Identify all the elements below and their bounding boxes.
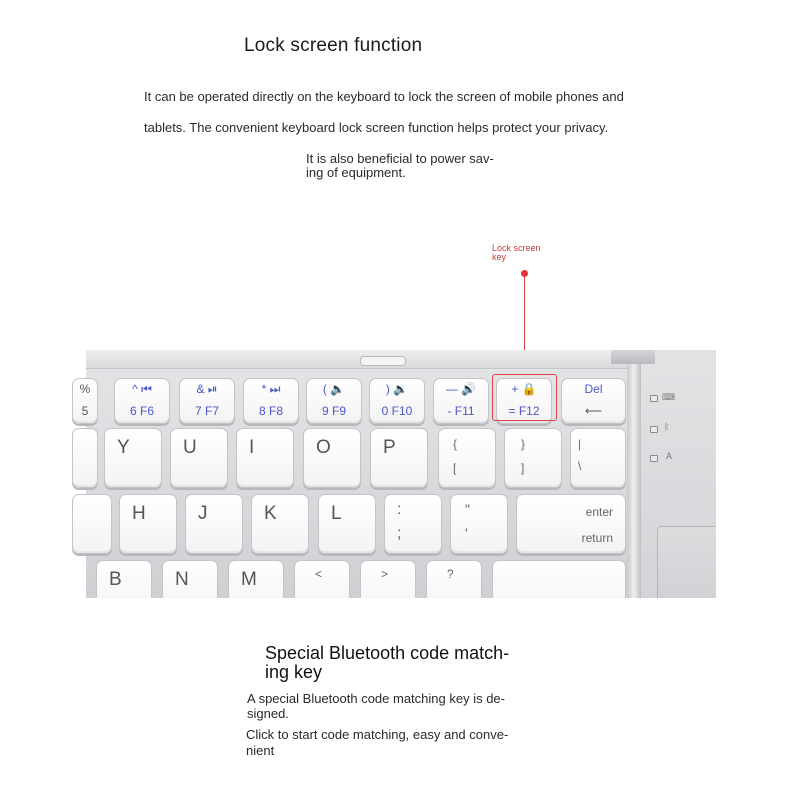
key-lock-bottom: = F12 — [508, 404, 540, 418]
callout-label-line1: Lock screen — [492, 243, 541, 253]
key-quote-bottom: ' — [465, 525, 468, 541]
key-period-top: > — [381, 567, 389, 581]
key-l-label: L — [331, 503, 342, 524]
key-l — [318, 494, 376, 554]
key-brace-left-top: { — [453, 437, 458, 451]
key-enter-top: enter — [585, 505, 613, 519]
section-title-bluetooth-line1: Special Bluetooth code match- — [265, 643, 510, 663]
key-9-bottom: 9 F9 — [321, 404, 346, 418]
key-partial-g — [72, 494, 112, 554]
key-b-label: B — [109, 569, 122, 590]
key-7-top: & ⏯ — [196, 382, 218, 396]
bluetooth-desc1-line1: A special Bluetooth code matching key is de- — [247, 691, 505, 706]
key-enter-bottom: return — [581, 531, 613, 545]
key-semicolon-bottom: ; — [397, 525, 402, 542]
lock-description-line3a: It is also beneficial to power sav- — [306, 151, 494, 166]
bluetooth-desc1-line2: signed. — [247, 706, 289, 721]
led-bluetooth-indicator — [650, 426, 658, 433]
key-h-label: H — [132, 503, 146, 524]
key-u-label: U — [183, 437, 197, 458]
key-7-f7 — [179, 378, 235, 424]
keyboard-hinge-cap — [611, 350, 655, 364]
keyboard-hinge-slot — [360, 356, 406, 366]
key-9-top: ( 🔈 — [322, 382, 346, 396]
key-brace-right — [504, 428, 562, 488]
key-6-bottom: 6 F6 — [129, 404, 154, 418]
lock-description-line1: It can be operated directly on the keyboard to lock the screen of mobile phones and — [144, 89, 624, 104]
key-p — [370, 428, 428, 488]
key-9-f9 — [306, 378, 362, 424]
key-8-f8 — [243, 378, 299, 424]
key-backslash-top: | — [578, 437, 582, 451]
lock-description-line3b: ing of equipment. — [306, 165, 406, 180]
led-capslock-indicator — [650, 455, 658, 462]
bluetooth-icon: ᛒ — [664, 422, 670, 432]
key-8-top: * ⏭ — [261, 382, 281, 396]
lock-description-line2: tablets. The convenient keyboard lock screen function helps protect your privacy. — [144, 120, 609, 135]
callout-label-line2: key — [492, 252, 507, 262]
key-k — [251, 494, 309, 554]
key-enter — [516, 494, 626, 554]
key-delete-arrow: ⟵ — [584, 404, 603, 418]
bluetooth-desc2-line1: Click to start code matching, easy and conve- — [246, 727, 509, 742]
key-5 — [72, 378, 98, 424]
key-minus-top: — 🔊 — [445, 382, 477, 396]
key-5-top: % — [79, 382, 91, 396]
key-o — [303, 428, 361, 488]
key-semicolon-top: : — [397, 501, 402, 518]
lock-key-highlight — [492, 374, 557, 421]
key-6-top: ^ ⏮ — [132, 382, 152, 396]
key-quote — [450, 494, 508, 554]
key-delete — [561, 378, 626, 424]
key-semicolon — [384, 494, 442, 554]
key-brace-left — [438, 428, 496, 488]
key-u — [170, 428, 228, 488]
key-n-label: N — [175, 569, 189, 590]
keyboard-image — [79, 350, 716, 598]
key-quote-top: " — [465, 501, 470, 517]
key-0-top: ) 🔉 — [385, 382, 409, 396]
key-8-bottom: 8 F8 — [258, 404, 283, 418]
section-title-bluetooth-line2: ing key — [265, 662, 323, 682]
key-p-label: P — [383, 437, 396, 458]
key-slash-top: ? — [447, 567, 454, 581]
key-minus-bottom: - F11 — [447, 404, 475, 418]
led-caps-indicator — [650, 395, 658, 402]
key-y-label: Y — [117, 437, 130, 458]
key-backslash — [570, 428, 626, 488]
key-i-label: I — [249, 437, 255, 458]
key-7-bottom: 7 F7 — [194, 404, 219, 418]
keyboard-hinge-rail — [627, 350, 641, 598]
key-k-label: K — [264, 503, 277, 524]
key-m-label: M — [241, 569, 257, 590]
key-i — [236, 428, 294, 488]
key-5-bottom: 5 — [81, 404, 89, 418]
bluetooth-desc2-line2: nient — [246, 743, 275, 758]
key-minus-f11 — [433, 378, 489, 424]
crop-mask-bottom — [80, 598, 740, 618]
crop-mask-right — [716, 340, 800, 610]
key-lock-top: + 🔒 — [511, 382, 537, 396]
section-title-lock-screen: Lock screen function — [244, 35, 423, 56]
key-j — [185, 494, 243, 554]
key-brace-right-top: } — [521, 437, 526, 451]
key-y — [104, 428, 162, 488]
key-brace-right-bottom: ] — [521, 461, 525, 475]
key-0-bottom: 0 F10 — [381, 404, 413, 418]
key-6-f6 — [114, 378, 170, 424]
led-keyboard-icon: ⌨ — [662, 392, 675, 402]
key-j-label: J — [198, 503, 208, 524]
key-0-f10 — [369, 378, 425, 424]
key-h — [119, 494, 177, 554]
key-delete-top: Del — [584, 382, 603, 396]
led-a-label: A — [666, 451, 673, 461]
key-backslash-bottom: \ — [578, 459, 582, 473]
key-brace-left-bottom: [ — [453, 461, 457, 475]
key-partial-t — [72, 428, 98, 488]
key-comma-top: < — [315, 567, 323, 581]
key-o-label: O — [316, 437, 331, 458]
